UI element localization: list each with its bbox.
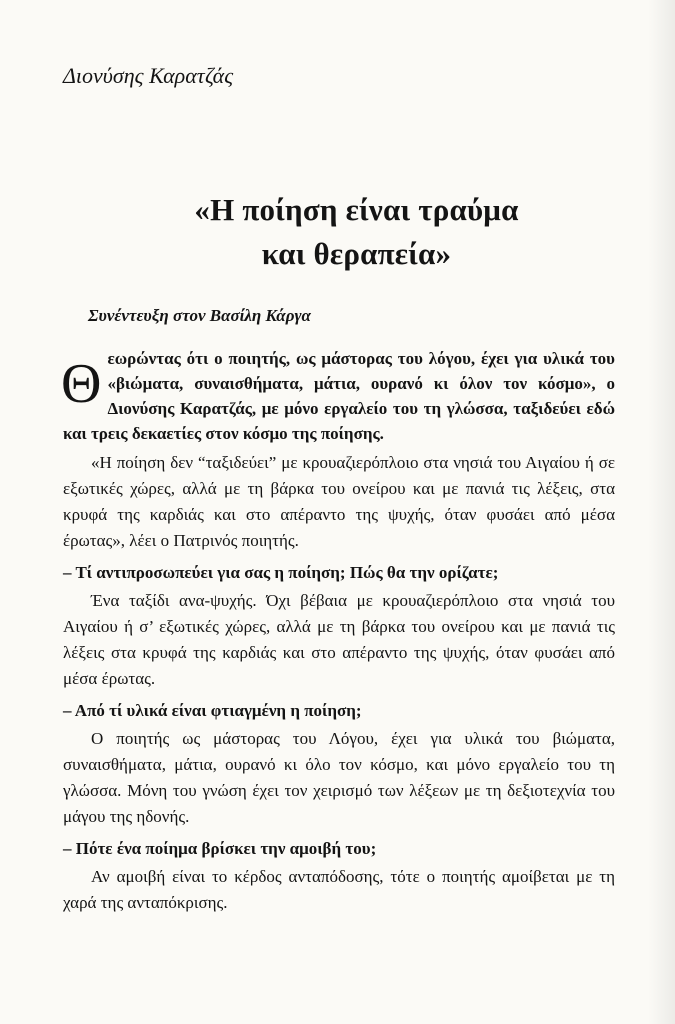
article-title [98,188,615,276]
interview-subtitle: Συνέντευξη στον Βασίλη Κάργα [88,306,311,325]
drop-cap-letter: Θ [61,353,102,415]
answer-2: Ο ποιητής ως μάστορας του Λόγου, έχει για υλικά του βιώματα, συναισθήματα, μάτια, ουρανό κι όλο τον κόσμο, και μόνο εργαλείο του τη γλώσσα. Μόνη του γνώση έχει τον χειρισμό των λέξεων με τη δεξιοτεχνία του μάγου της ηδονής. [63,729,615,826]
question-1: – Τί αντιπροσωπεύει για σας η ποίηση; Πώς θα την ορίζατε; [63,563,499,582]
qa-section [63,560,615,916]
intro-text: εωρώντας ότι ο ποιητής, ως μάστορας του λόγου, έχει για υλικά του «βιώματα, συναισθήματα, μάτια, ουρανό κι όλον τον κόσμο», ο Διονύσης Καρατζάς, με μόνο εργαλείο του τη γλώσσα, ταξιδεύει εδώ και τρεις δεκαετίες στον κόσμο της ποίησης. [63,349,615,443]
quote-paragraph: «Η ποίηση δεν “ταξιδεύει” με κρουαζιερόπλοιο στα νησιά του Αιγαίου ή σε εξωτικές χώρες, αλλά με τη βάρκα του ονείρου και με πανιά τις λέξεις, στα κρυφά της καρδιάς και στο απέραντο της ψυχής, όταν φυσάει από μέσα έρωτας», λέει ο Πατρινός ποιητής. [63,453,615,550]
title-line-1: «Η ποίηση είναι τραύμα [194,192,519,227]
question-3: – Πότε ένα ποίημα βρίσκει την αμοιβή του; [63,839,377,858]
intro-paragraph [63,346,615,446]
question-2: – Από τί υλικά είναι φτιαγμένη η ποίηση; [63,701,362,720]
answer-3: Αν αμοιβή είναι το κέρδος ανταπόδοσης, τότε ο ποιητής αμοίβεται με τη χαρά της ανταπόκρισης. [63,867,615,912]
title-line-2: και θεραπεία» [261,236,452,271]
answer-1: Ένα ταξίδι ανα-ψυχής. Όχι βέβαια με κρουαζιερόπλοιο στα νησιά του Αιγαίου ή σ’ εξωτικές χώρες, αλλά με τη βάρκα του ονείρου και με πανιά τις λέξεις στα κρυφά της καρδιάς και στο απέραντο της ψυχής, όταν φυσάει από μέσα έρωτας. [63,591,615,688]
running-header-author: Διονύσης Καρατζάς [63,63,234,88]
